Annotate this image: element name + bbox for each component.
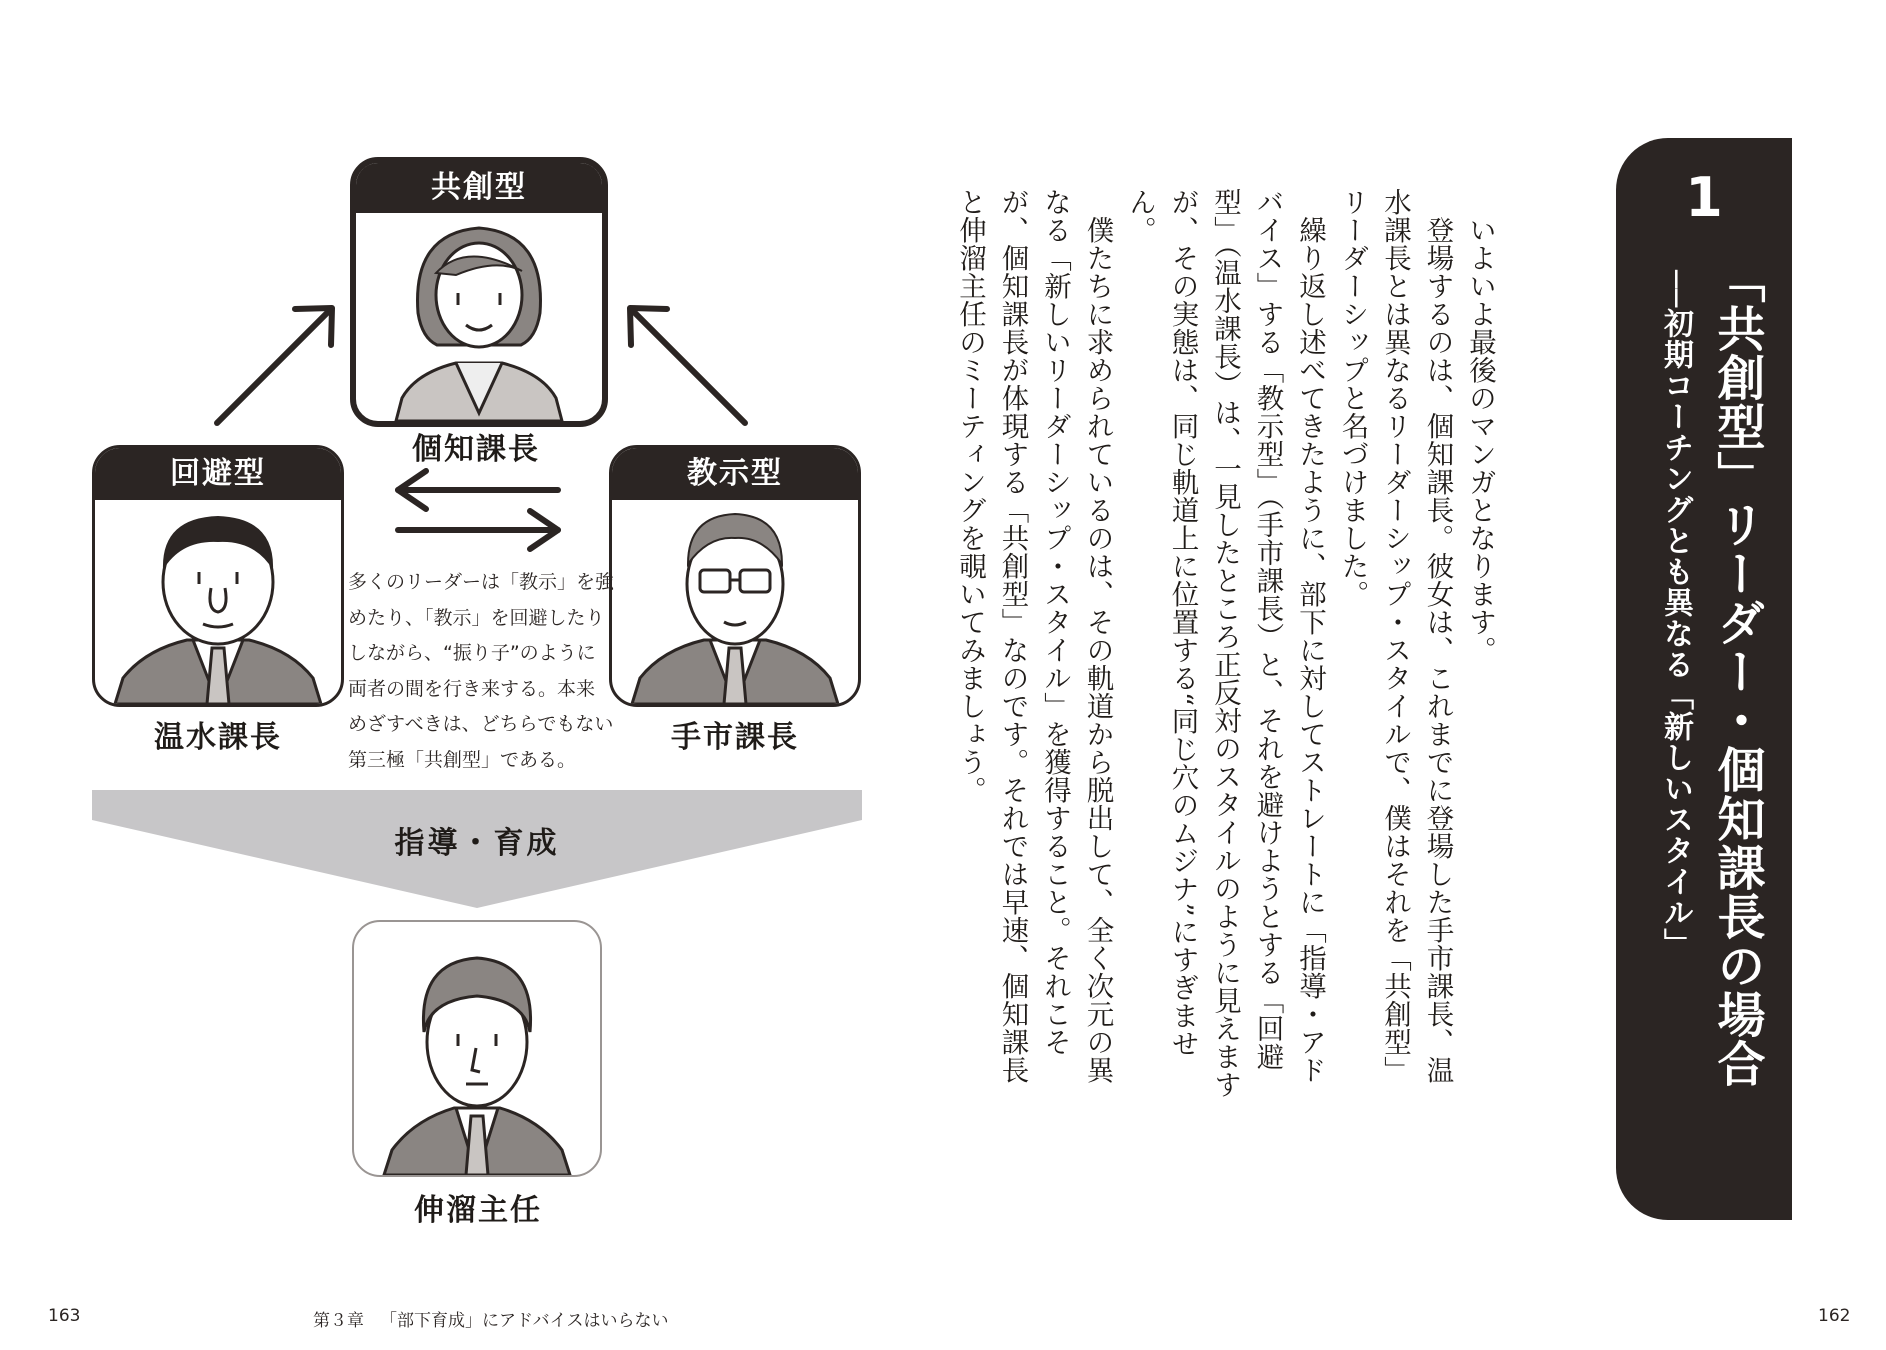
caption-line: 両者の間を行き来する。本来 xyxy=(348,677,596,700)
right-page-number: 162 xyxy=(1818,1306,1851,1326)
card-header-kyoji: 教示型 xyxy=(612,448,858,500)
name-kochi-kacho: 個知課長 xyxy=(412,432,540,467)
portrait-teichi-illustration xyxy=(612,500,858,704)
card-header-kyoso: 共創型 xyxy=(356,163,602,213)
diagram-caption xyxy=(348,565,614,778)
portrait-nukumizu-illustration xyxy=(95,500,341,704)
kyoji-type-card xyxy=(609,445,861,707)
exchange-arrows-icon xyxy=(388,465,568,555)
name-nobitome-shunin: 伸溜主任 xyxy=(414,1193,542,1228)
running-head-title: 「部下育成」にアドバイスはいらない xyxy=(380,1311,669,1331)
arrow-up-right-icon xyxy=(205,295,350,435)
name-nukumizu-kacho: 温水課長 xyxy=(154,720,282,755)
body-paragraph: 僕たちに求められているのは、その軌道から脱出して、全く次元の異なる「新しいリーダーシップ・スタイル」を獲得すること。それこそが、個知課長が体現する「共創型」なのです。それでは早速、個知課長と伸溜主任のミーティングを覗いてみましょう。 xyxy=(954,188,1114,1084)
section-number: 1 xyxy=(1685,166,1723,229)
running-head-chapter: 第３章 xyxy=(313,1311,364,1331)
portrait-kochi-illustration xyxy=(356,213,602,421)
section-subtitle: ──初期コーチングとも異なる「新しいスタイル」 xyxy=(1658,270,1693,960)
body-paragraph: いよいよ最後のマンガとなります。 xyxy=(1464,215,1496,664)
body-text xyxy=(954,188,1501,1108)
shido-ikusei-label: 指導・育成 xyxy=(394,826,560,861)
card-header-kaihi: 回避型 xyxy=(95,448,341,500)
section-title-block xyxy=(1616,138,1792,1220)
caption-line: めざすべきは、どちらでもない xyxy=(348,713,614,735)
portrait-nobitome-illustration xyxy=(354,922,600,1175)
arrow-up-left-icon xyxy=(612,295,757,435)
caption-line: 多くのリーダーは「教示」を強 xyxy=(348,571,615,593)
nobitome-card xyxy=(352,920,602,1177)
kaihi-type-card xyxy=(92,445,344,707)
name-teichi-kacho: 手市課長 xyxy=(671,720,799,755)
caption-line: しながら、“振り子”のように xyxy=(348,642,596,664)
body-paragraph: 繰り返し述べてきたように、部下に対してストレートに「指導・アドバイス」する「教示型」（手市課長）と、それを避けようとする「回避型」（温水課長）は、一見したところ正反対のスタイルのように見えますが、その実態は、同じ軌道上に位置する“同じ穴のムジナ”にすぎません。 xyxy=(1124,188,1326,1099)
caption-line: 第三極「共創型」である。 xyxy=(348,748,577,771)
kyoso-type-card xyxy=(350,157,608,427)
caption-line: めたり、「教示」を回避したり xyxy=(348,606,605,629)
body-paragraph: 登場するのは、個知課長。彼女は、これまでに登場した手市課長、温水課長とは異なるリーダーシップ・スタイルで、僕はそれを「共創型」リーダーシップと名づけました。 xyxy=(1336,188,1454,1084)
section-title: 「共創型」リーダー・個知課長の場合 xyxy=(1709,255,1765,1088)
left-page-number: 163 xyxy=(48,1306,81,1326)
